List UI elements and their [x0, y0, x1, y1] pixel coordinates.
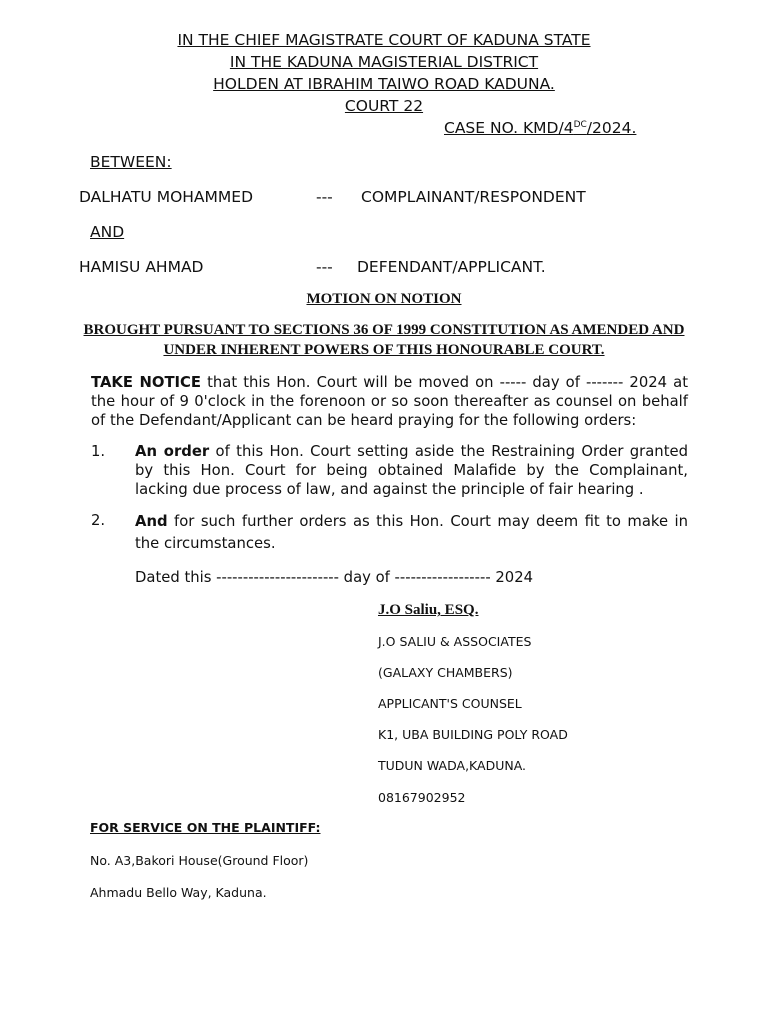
complainant-role: COMPLAINANT/RESPONDENT — [361, 188, 586, 206]
order-1-body: of this Hon. Court setting aside the Restraining Order granted by this Hon. Court for being obtained Malafide by the Complainant, lacking due process of law, and against the principle of fair hearing . — [135, 443, 688, 498]
dated-line: Dated this ----------------------- day of ------------------ 2024 — [135, 569, 534, 586]
notice-paragraph — [91, 373, 688, 430]
counsel-address-2: TUDUN WADA,KADUNA. — [378, 758, 526, 773]
order-2-body: for such further orders as this Hon. Court may deem fit to make in the circumstances. — [135, 513, 688, 552]
counsel-role: APPLICANT'S COUNSEL — [378, 696, 522, 711]
holden-line: HOLDEN AT IBRAHIM TAIWO ROAD KADUNA. — [213, 75, 555, 93]
order-2-number: 2. — [91, 512, 106, 529]
service-address-1: No. A3,Bakori House(Ground Floor) — [90, 853, 309, 868]
order-2-text — [135, 511, 688, 555]
between-label: BETWEEN: — [90, 153, 172, 171]
and-label: AND — [90, 223, 125, 241]
service-heading: FOR SERVICE ON THE PLAINTIFF: — [90, 820, 321, 835]
case-number-suffix: /2024. — [586, 119, 637, 137]
case-number-prefix: CASE NO. KMD/4 — [444, 119, 574, 137]
court-number: COURT 22 — [344, 97, 424, 115]
order-1-text — [135, 442, 688, 499]
counsel-address-1: K1, UBA BUILDING POLY ROAD — [378, 727, 568, 742]
order-2-lead: And — [135, 513, 168, 530]
defendant-separator: --- — [316, 258, 333, 276]
service-address-2: Ahmadu Bello Way, Kaduna. — [90, 885, 267, 900]
order-1-lead: An order — [135, 443, 210, 460]
case-number — [444, 119, 636, 137]
motion-subtitle-line1: BROUGHT PURSUANT TO SECTIONS 36 OF 1999 CONSTITUTION AS AMENDED AND — [83, 322, 685, 338]
district-line: IN THE KADUNA MAGISTERIAL DISTRICT — [229, 53, 539, 71]
notice-lead: TAKE NOTICE — [91, 374, 202, 391]
complainant-separator: --- — [316, 188, 333, 206]
defendant-role: DEFENDANT/APPLICANT. — [357, 258, 546, 276]
counsel-chambers: (GALAXY CHAMBERS) — [378, 665, 513, 680]
counsel-name: J.O Saliu, ESQ. — [378, 602, 479, 618]
defendant-name: HAMISU AHMAD — [79, 258, 204, 276]
case-number-superscript: DC — [573, 119, 587, 130]
counsel-phone: 08167902952 — [378, 790, 466, 805]
complainant-name: DALHATU MOHAMMED — [79, 188, 254, 206]
counsel-firm: J.O SALIU & ASSOCIATES — [378, 634, 532, 649]
motion-subtitle-line2: UNDER INHERENT POWERS OF THIS HONOURABLE COURT. — [163, 342, 605, 358]
court-title: IN THE CHIEF MAGISTRATE COURT OF KADUNA STATE — [177, 31, 591, 49]
notice-text: that this Hon. Court will be moved on ----- day of ------- 2024 at the hour of 9 0'clock in the forenoon or so soon thereafter as counsel on behalf of the Defendant/Applicant can be heard praying for the following orders: — [91, 374, 688, 429]
order-1-number: 1. — [91, 443, 106, 460]
motion-title: MOTION ON NOTION — [306, 291, 462, 307]
